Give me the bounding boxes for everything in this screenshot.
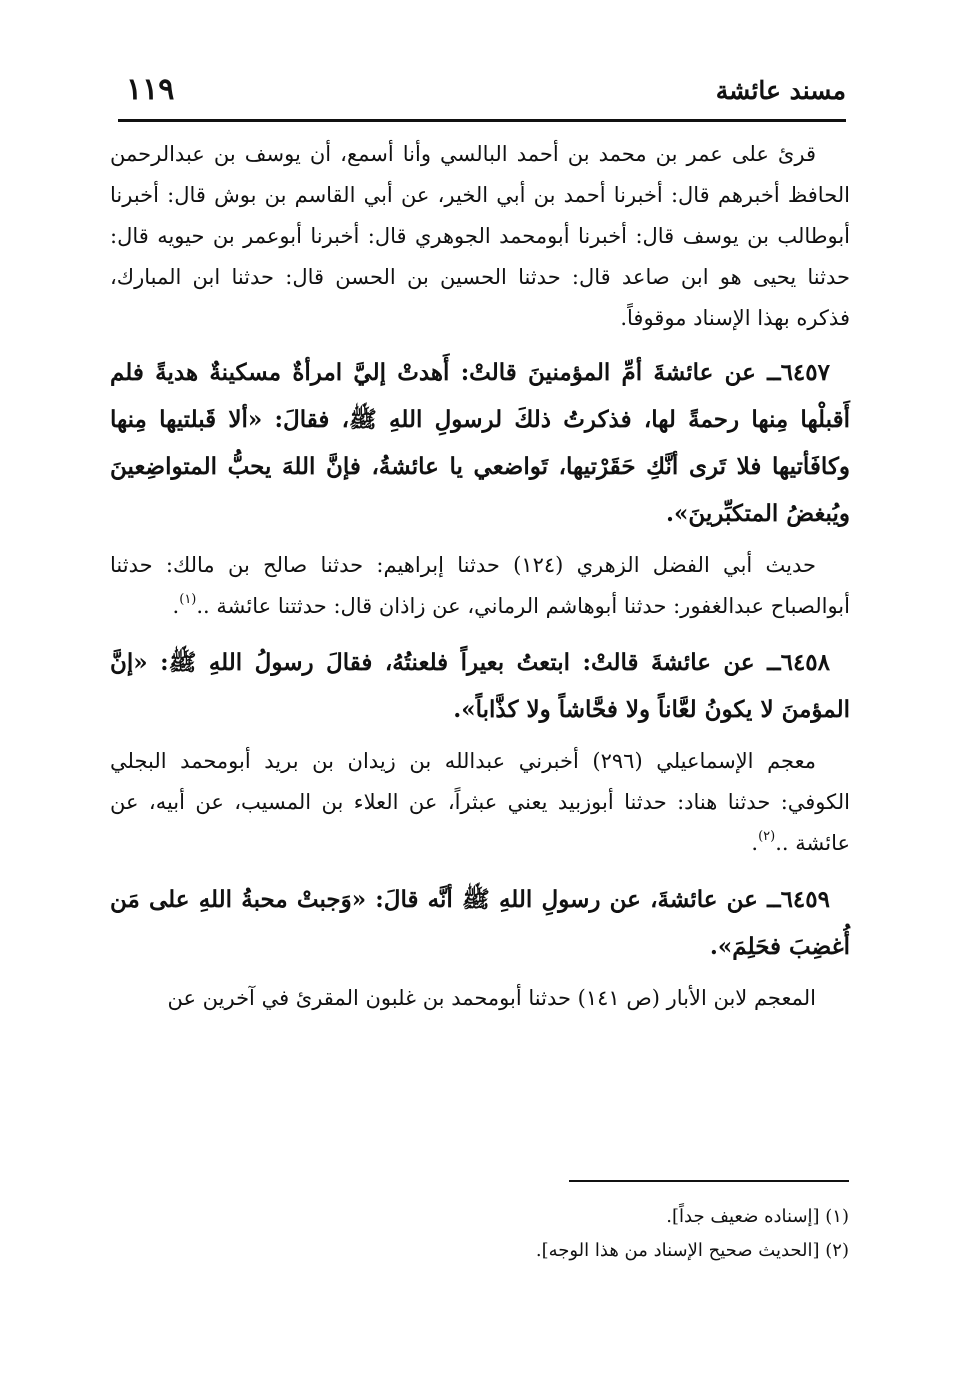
- source-6457: حديث أبي الفضل الزهري (١٢٤) حدثنا إبراهيم: حدثنا صالح بن مالك: حدثنا أبوالصباح عبدالغفور: حدثنا أبوهاشم الرماني، عن زاذان قال: حدثتنا عائشة ..$^{(١)}$.: [110, 553, 850, 618]
- footnotes: [109, 1200, 849, 1268]
- footnote-ref-2: (٢): [758, 829, 776, 844]
- source-6458-text: معجم الإسماعيلي (٢٩٦) أخبرني عبدالله بن زيدان بن بريد أبومحمد البجلي الكوفي: حدثنا هناد: حدثنا أبوزبيد يعني عبثراً، عن العلاء بن المسيب، عن أبيه، عن عائشة ..: [110, 749, 850, 855]
- footnote-rule: [569, 1180, 849, 1182]
- source-6458: معجم الإسماعيلي (٢٩٦) أخبرني عبدالله بن زيدان بن بريد أبومحمد البجلي الكوفي: حدثنا هناد: حدثنا أبوزبيد يعني عبثراً، عن العلاء بن المسيب، عن أبيه، عن عائشة ..$^{(٢)}$.: [110, 749, 850, 855]
- page-number: ١١٩: [126, 72, 175, 107]
- footnote-ref-1: (١): [179, 592, 197, 607]
- hadith-6458: ٦٤٥٨ــ عن عائشةَ قالتْ: ابتعتُ بعيراً فلعنتُهُ، فقالَ رسولُ اللهِ ﷺ: «إنَّ المؤمنَ لا يكونُ لعَّاناً ولا فحَّاشاً ولا كذَّاباً».: [110, 649, 850, 723]
- hadith-6457: ٦٤٥٧ــ عن عائشةَ أمِّ المؤمنينَ قالتْ: أَهدتْ إليَّ امرأةٌ مسكينةٌ هديةً فلم أَقبلْها مِنها رحمةً لها، فذكرتُ ذلكَ لرسولِ اللهِ ﷺ، فقالَ: «ألا قَبلتيها مِنها وكافَأتيها فلا تَرى أنَّكِ حَقَرْتيها، تَواضعي يا عائشةُ، فإنَّ اللهَ يحبُّ المتواضِعينَ ويُبغضُ المتكبِّرينَ».: [110, 359, 850, 527]
- header-rule: [118, 119, 846, 122]
- isnad-paragraph: قرئ على عمر بن محمد بن أحمد البالسي وأنا أسمع، أن يوسف بن عبدالرحمن الحافظ أخبرهم قال: أخبرنا أحمد بن أبي الخير، عن أبي القاسم بن بوش قال: أخبرنا أبوطالب بن يوسف قال: أخبرنا أبومحمد الجوهري قال: أخبرنا أبوعمر بن حيويه قال: حدثنا يحيى هو ابن صاعد قال: حدثنا الحسين بن الحسن قال: حدثنا ابن المبارك، فذكره بهذا الإسناد موقوفاً.: [110, 142, 850, 330]
- footnote-1: (١) [إسناده ضعيف جداً].: [666, 1206, 849, 1227]
- source-6457-text: حديث أبي الفضل الزهري (١٢٤) حدثنا إبراهيم: حدثنا صالح بن مالك: حدثنا أبوالصباح عبدالغفور: حدثنا أبوهاشم الرماني، عن زاذان قال: حدثتنا عائشة ..: [110, 553, 850, 618]
- source-6459: المعجم لابن الأبار (ص ١٤١) حدثنا أبومحمد بن غلبون المقرئ في آخرين عن: [167, 986, 816, 1010]
- page-body: [110, 134, 850, 1031]
- hadith-6459: ٦٤٥٩ــ عن عائشةَ، عن رسولِ اللهِ ﷺ أنَّه قالَ: «وَجبتْ محبةُ اللهِ على مَن أُغضِبَ فحَلِمَ».: [110, 886, 850, 960]
- page-header: [118, 66, 846, 122]
- running-title: مسند عائشة: [715, 76, 846, 105]
- footnote-2: (٢) [الحديث صحيح الإسناد من هذا الوجه].: [535, 1240, 849, 1261]
